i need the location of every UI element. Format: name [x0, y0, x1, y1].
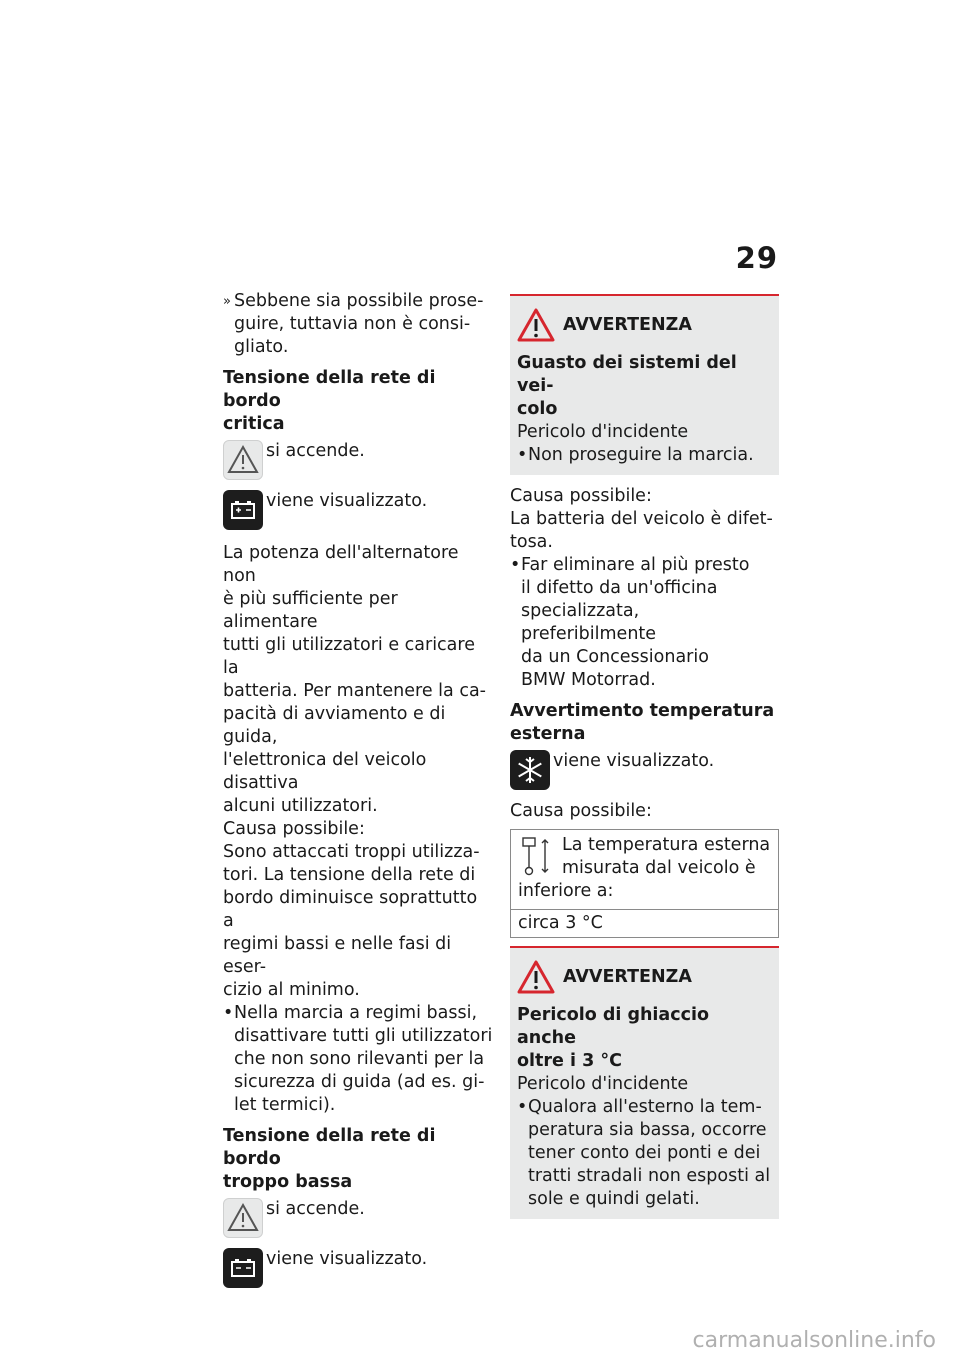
arrow-item [223, 290, 493, 359]
icon-caption: viene visualizzato. [553, 751, 715, 771]
bullet-item: • Non proseguire la marcia. [517, 445, 754, 465]
text-line: gliato. [234, 337, 289, 357]
icon-caption: viene visualizzato. [266, 491, 428, 511]
cause-text: La batteria del veicolo è difet- [510, 509, 773, 529]
warning-heading: Pericolo di ghiaccio anche [517, 1005, 710, 1048]
text-line: Sebbene sia possibile prose- [234, 291, 484, 311]
battery-line [223, 490, 493, 530]
warning-triangle-icon [223, 440, 263, 480]
right-column [510, 294, 779, 1219]
bullet-item: • Nella marcia a regimi bassi, disattivare tutti gli utilizzatori che non sono rilevanti per la sicurezza di guida (ad es. gi- let termici). [223, 1003, 493, 1115]
arrow-marker-icon: » [223, 294, 231, 309]
table-row: La temperatura esterna misurata dal veicolo è inferiore a: [511, 830, 778, 910]
thermometer-icon [518, 834, 554, 878]
battery-icon [223, 490, 263, 530]
warning-light-line [223, 440, 493, 480]
paragraph: La potenza dell'alternatore non è più sufficiente per alimentare tutti gli utilizzatori e caricare la batteria. Per mantenere la ca- pacità di avviamento e di guida, l'elettronica del veicolo disattiva alcuni utilizzatori. [223, 543, 486, 816]
table-row: circa 3 °C [518, 913, 603, 933]
icon-caption: si accende. [266, 441, 365, 461]
frost-line [510, 750, 779, 790]
warning-light-line [223, 1198, 493, 1238]
warning-heading: colo [517, 399, 558, 419]
watermark: carmanualsonline.info [692, 1328, 936, 1353]
cause-text: Sono attaccati troppi utilizza- tori. La tensione della rete di bordo diminuisce soprattutto a regimi bassi e nelle fasi di eser- cizio al minimo. [223, 842, 480, 1000]
warning-heading: Guasto dei sistemi del vei- [517, 353, 737, 396]
spec-table [510, 829, 779, 938]
page-number: 29 [735, 241, 778, 275]
section-heading: Tensione della rete di bordo troppo bassa [223, 1126, 436, 1192]
cause-label: Causa possibile: [223, 819, 365, 839]
warning-title: AVVERTENZA [517, 960, 772, 994]
battery-line [223, 1248, 493, 1288]
bullet-icon: • [223, 1003, 234, 1023]
warning-title: AVVERTENZA [517, 308, 772, 342]
icon-caption: viene visualizzato. [266, 1249, 428, 1269]
warning-risk: Pericolo d'incidente [517, 422, 689, 442]
section-heading: Avvertimento temperatura esterna [510, 701, 775, 744]
bullet-item: • Qualora all'esterno la tem- peratura sia bassa, occorre tener conto dei ponti e dei tratti stradali non esposti al sole e quindi gelati. [517, 1097, 771, 1209]
bullet-icon: • [517, 445, 528, 465]
bullet-item: • Far eliminare al più presto il difetto da un'officina specializzata, preferibilmente da un Concessionario BMW Motorrad. [510, 555, 750, 690]
warning-heading: oltre i 3 °C [517, 1051, 622, 1071]
icon-caption: si accende. [266, 1199, 365, 1219]
warning-box [510, 946, 779, 1219]
snowflake-icon [510, 750, 550, 790]
warning-risk: Pericolo d'incidente [517, 1074, 689, 1094]
left-column [223, 290, 493, 1288]
cause-text: tosa. [510, 532, 553, 552]
text-line: guire, tuttavia non è consi- [234, 314, 471, 334]
warning-triangle-icon [223, 1198, 263, 1238]
battery-icon [223, 1248, 263, 1288]
warning-box [510, 294, 779, 475]
cause-label: Causa possibile: [510, 486, 652, 506]
bullet-icon: • [510, 555, 521, 575]
cause-label: Causa possibile: [510, 801, 652, 821]
warning-sign-icon [517, 308, 555, 342]
warning-sign-icon [517, 960, 555, 994]
bullet-icon: • [517, 1097, 528, 1117]
section-heading: Tensione della rete di bordo critica [223, 368, 436, 434]
